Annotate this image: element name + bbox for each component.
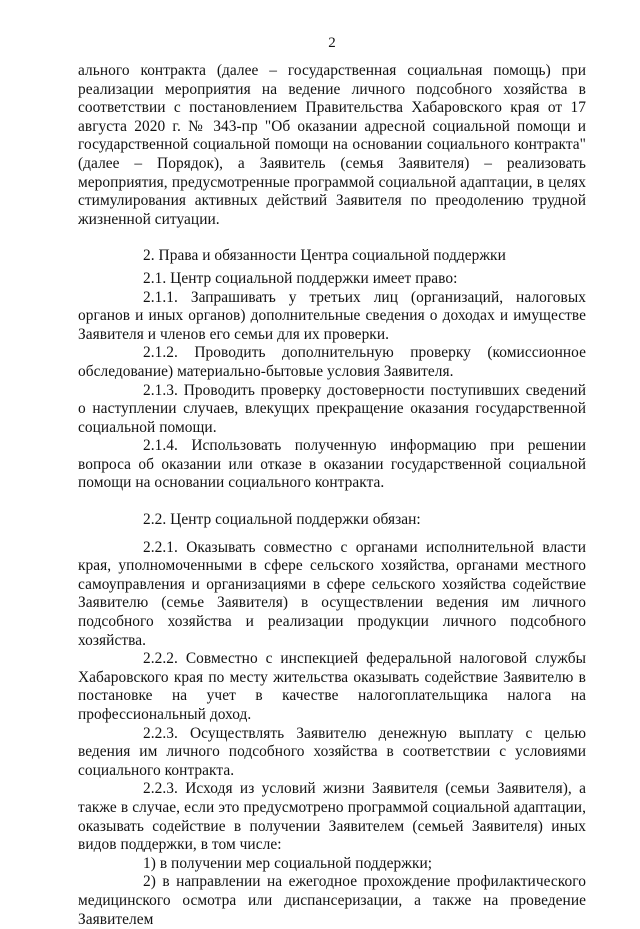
paragraph-2-1-2: 2.1.2. Проводить дополнительную проверку (комиссионное обследование) материально-бытовые условия Заявителя. — [78, 344, 586, 380]
page-number: 2 — [328, 35, 336, 51]
paragraph-2-2-3a: 2.2.3. Осуществлять Заявителю денежную выплату с целью ведения им личного подсобного хозяйства в соответствии с условиями социального контракта. — [78, 724, 586, 779]
intro-paragraph: ального контракта (далее – государственная социальная помощь) при реализации мероприятия на ведение личного подсобного хозяйства в соответствии с постановлением Правительства Хабаровского края от 17 августа 2020 г. № 343-пр "Об оказании адресной социальной помощи и государственной социальной помощи на основании социального контракта" (далее – Порядок), а Заявитель (семья Заявителя) – реализовать мероприятия, предусмотренные программой социальной адаптации, в целях стимулирования активных действий Заявителя по преодолению трудной жизненной ситуации. — [78, 62, 586, 228]
paragraph-2-2-2: 2.2.2. Совместно с инспекцией федеральной налоговой службы Хабаровского края по месту жительства оказывать содействие Заявителю в постановке на учет в качестве налогоплательщика налога на профессиональный доход. — [78, 650, 586, 723]
paragraph-2-1: 2.1. Центр социальной поддержки имеет право: — [143, 269, 458, 287]
paragraph-2-1-1: 2.1.1. Запрашивать у третьих лиц (организаций, налоговых органов и иных органов) дополнительные сведения о доходах и имуществе Заявителя и членов его семьи для их проверки. — [78, 288, 586, 343]
paragraph-2-2-3b: 2.2.3. Исходя из условий жизни Заявителя (семьи Заявителя), а также в случае, если это предусмотрено программой социальной адаптации, оказывать содействие в получении Заявителем (семьей Заявителя) иных видов поддержки, в том числе: — [78, 780, 586, 854]
list-item-1: 1) в получении мер социальной поддержки; — [143, 854, 433, 872]
paragraph-2-1-4: 2.1.4. Использовать полученную информацию при решении вопроса об оказании или отказе в оказании государственной социальной помощи на основании социального контракта. — [78, 437, 586, 492]
paragraph-2-2: 2.2. Центр социальной поддержки обязан: — [143, 511, 421, 529]
paragraph-2-1-3: 2.1.3. Проводить проверку достоверности поступивших сведений о наступлении случаев, влекущих прекращение оказания государственной социальной помощи. — [78, 381, 586, 436]
section-2-heading: 2. Права и обязанности Центра социальной поддержки — [143, 247, 506, 265]
list-item-2: 2) в направлении на ежегодное прохождение профилактического медицинского осмотра или диспансеризации, а также на проведение Заявителем — [78, 873, 586, 928]
paragraph-2-2-1: 2.2.1. Оказывать совместно с органами исполнительной власти края, уполномоченными в сфере сельского хозяйства, органами местного самоуправления и организациями в сфере сельского хозяйства содействие Заявителю (семье Заявителя) в осуществлении ведения им личного подсобного хозяйства и реализации продукции личного подсобного хозяйства. — [78, 538, 586, 649]
